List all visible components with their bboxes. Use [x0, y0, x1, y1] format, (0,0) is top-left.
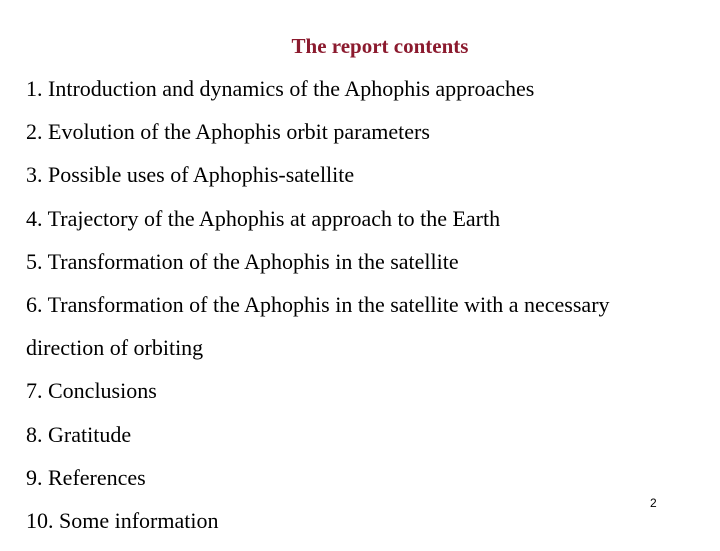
contents-item: 9. References — [26, 464, 146, 490]
slide-title: The report contents — [291, 34, 469, 58]
contents-item: 4. Trajectory of the Aphophis at approach to the Earth — [26, 205, 501, 231]
contents-item: 6. Transformation of the Aphophis in the satellite with a necessary — [26, 291, 610, 317]
contents-item-continuation: direction of orbiting — [26, 335, 204, 361]
contents-item: 10. Some information — [26, 507, 219, 533]
contents-item: 2. Evolution of the Aphophis orbit parameters — [26, 119, 430, 145]
contents-item: 8. Gratitude — [26, 421, 132, 447]
page-number: 2 — [650, 496, 657, 510]
contents-item: 7. Conclusions — [26, 378, 157, 404]
contents-item: 5. Transformation of the Aphophis in the satellite — [26, 248, 459, 274]
contents-list — [26, 76, 696, 551]
contents-item: 1. Introduction and dynamics of the Aphophis approaches — [26, 76, 535, 101]
contents-item: 3. Possible uses of Aphophis-satellite — [26, 162, 355, 188]
